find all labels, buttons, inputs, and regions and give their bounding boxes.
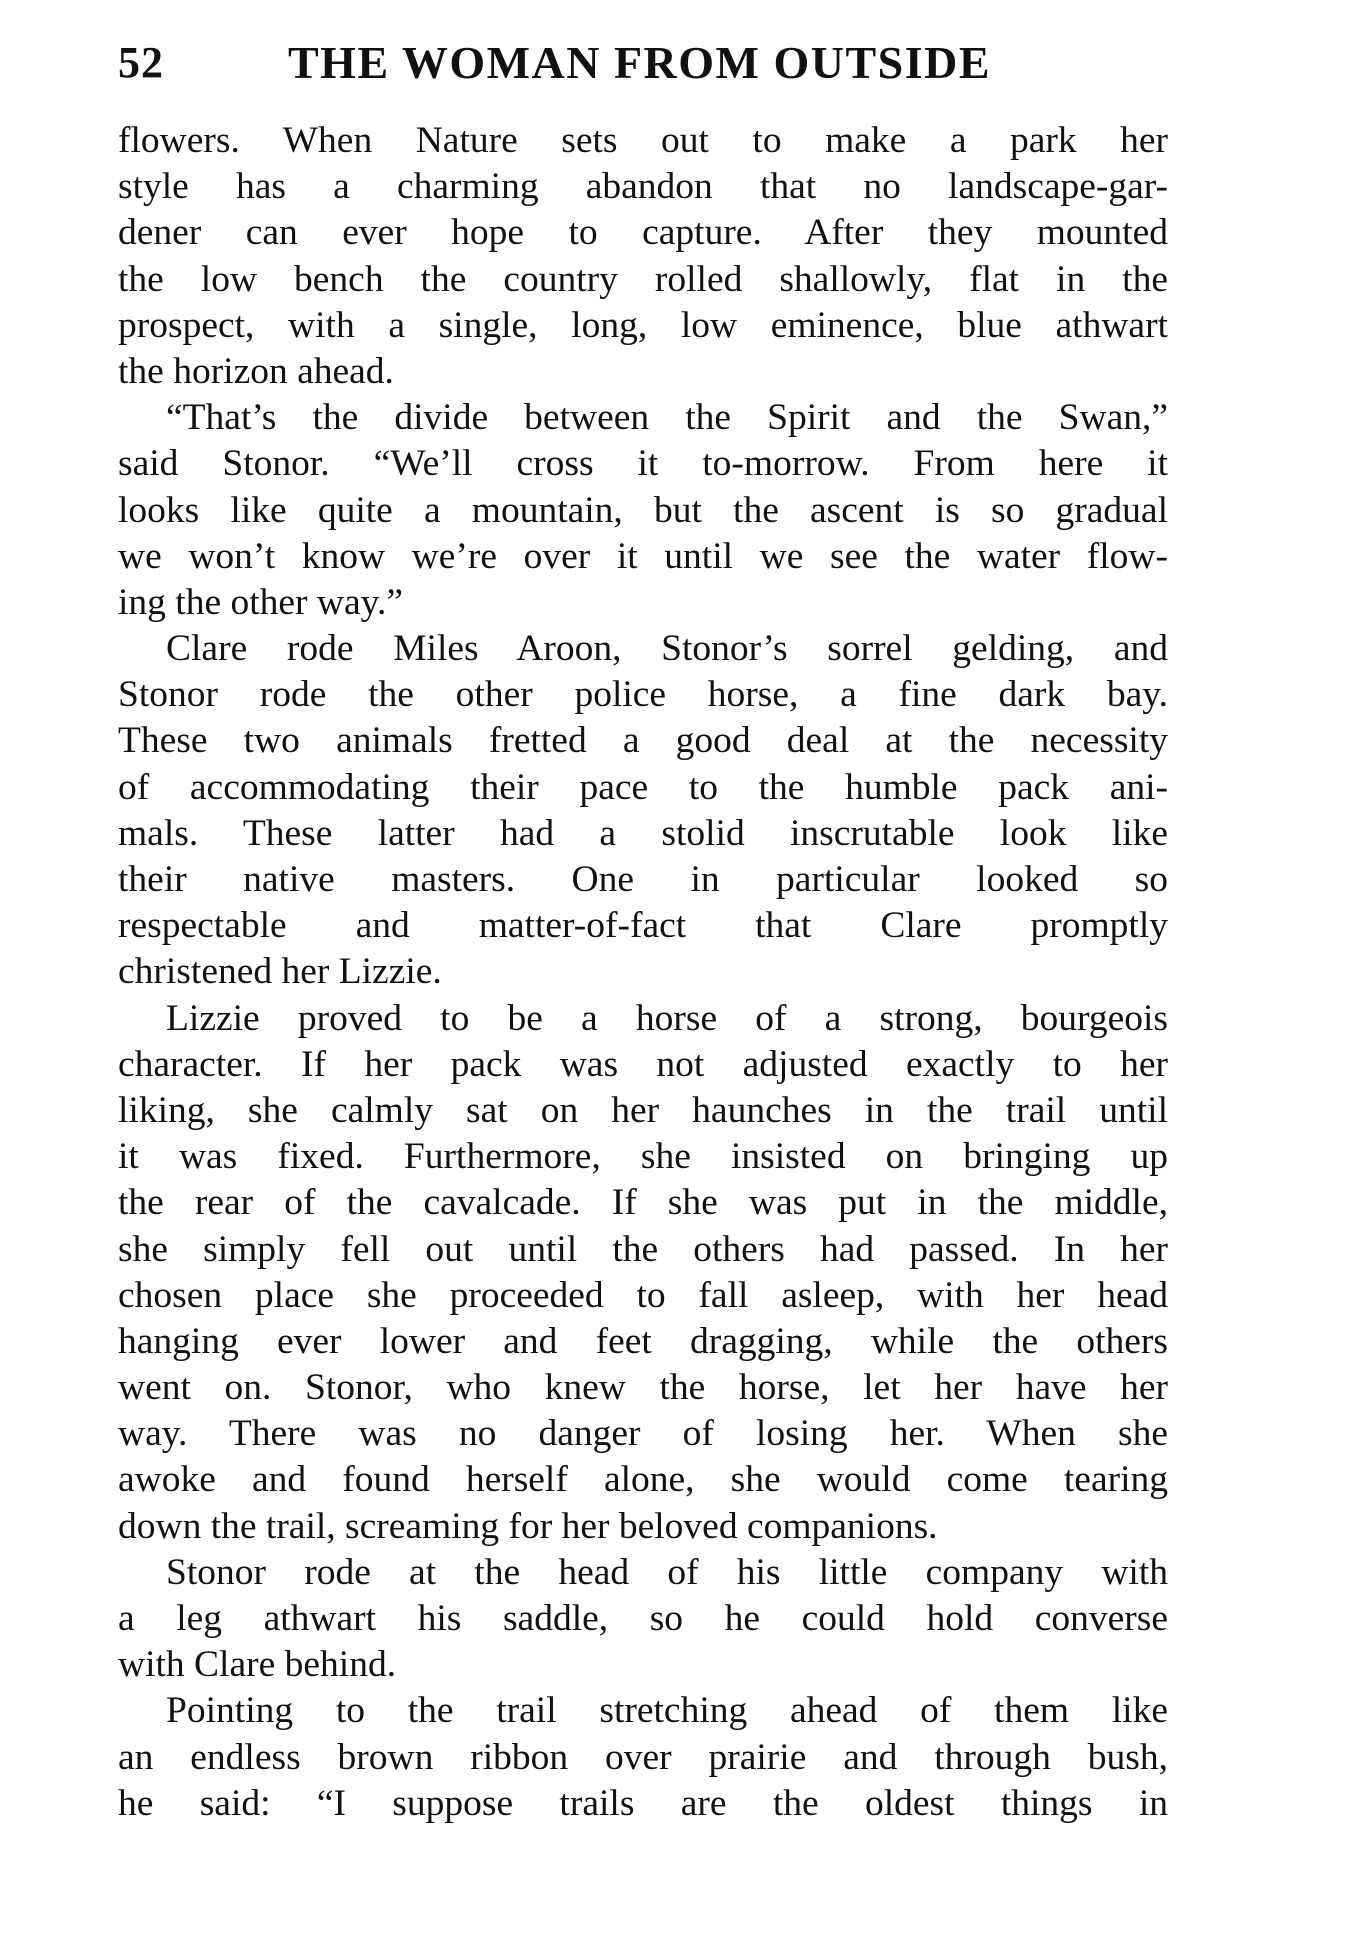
text-line: with Clare behind. [118, 1644, 397, 1686]
text-line: their native masters. One in particular looked so [118, 859, 1168, 900]
paragraph [118, 1688, 1168, 1827]
text-line: Pointing to the trail stretching ahead of them like [166, 1690, 1168, 1732]
text-line: christened her Lizzie. [118, 951, 442, 993]
text-line: he said: “I suppose trails are the oldest things in [118, 1782, 1168, 1824]
text-line: respectable and matter-of-fact that Clare promptly [118, 905, 1168, 947]
text-line: the horizon ahead. [118, 350, 394, 392]
text-line: liking, she calmly sat on her haunches in the trail until [118, 1089, 1168, 1131]
page-number: 52 [118, 38, 164, 87]
book-title: THE WOMAN FROM OUTSIDE [288, 37, 992, 88]
paragraph [118, 1550, 1168, 1689]
text-line: “That’s the divide between the Spirit and the Swan,” [166, 397, 1168, 439]
paragraph [118, 626, 1168, 996]
paragraph [118, 395, 1168, 626]
text-line: a leg athwart his saddle, so he could hold converse [118, 1598, 1168, 1639]
text-line: it was fixed. Furthermore, she insisted on bringing up [118, 1136, 1168, 1178]
text-line: Clare rode Miles Aroon, Stonor’s sorrel gelding, and [166, 628, 1168, 670]
text-line: said Stonor. “We’ll cross it to-morrow. From here it [118, 443, 1168, 485]
text-line: style has a charming abandon that no landscape-gar- [118, 166, 1168, 208]
body-text [118, 118, 1168, 1827]
text-line: awoke and found herself alone, she would come tearing [118, 1459, 1168, 1501]
text-line: the low bench the country rolled shallowly, flat in the [118, 258, 1168, 300]
running-head [118, 28, 1178, 98]
text-line: These two animals fretted a good deal at the necessity [118, 720, 1168, 762]
text-line: character. If her pack was not adjusted exactly to her [118, 1043, 1168, 1085]
text-line: went on. Stonor, who knew the horse, let her have her [118, 1367, 1168, 1409]
text-line: of accommodating their pace to the humble pack ani- [118, 766, 1168, 808]
text-line: mals. These latter had a stolid inscrutable look like [118, 812, 1168, 854]
text-line: we won’t know we’re over it until we see the water flow- [118, 535, 1168, 577]
text-line: hanging ever lower and feet dragging, while the others [118, 1320, 1168, 1362]
text-line: the rear of the cavalcade. If she was put in the middle, [118, 1182, 1168, 1224]
text-line: way. There was no danger of losing her. When she [118, 1413, 1168, 1455]
text-line: looks like quite a mountain, but the ascent is so gradual [118, 489, 1168, 531]
text-line: she simply fell out until the others had passed. In her [118, 1228, 1168, 1270]
text-line: chosen place she proceeded to fall asleep, with her head [118, 1274, 1168, 1316]
text-line: Stonor rode at the head of his little company with [166, 1551, 1168, 1593]
text-line: Lizzie proved to be a horse of a strong, bourgeois [166, 997, 1168, 1039]
text-line: ing the other way.” [118, 581, 403, 623]
text-line: down the trail, screaming for her beloved companions. [118, 1505, 938, 1547]
text-line: dener can ever hope to capture. After they mounted [118, 212, 1168, 254]
paragraph [118, 118, 1168, 395]
text-line: flowers. When Nature sets out to make a park her [118, 120, 1168, 161]
text-line: an endless brown ribbon over prairie and through bush, [118, 1736, 1168, 1778]
text-line: prospect, with a single, long, low eminence, blue athwart [118, 304, 1168, 346]
text-line: Stonor rode the other police horse, a fine dark bay. [118, 674, 1168, 716]
paragraph [118, 996, 1168, 1550]
